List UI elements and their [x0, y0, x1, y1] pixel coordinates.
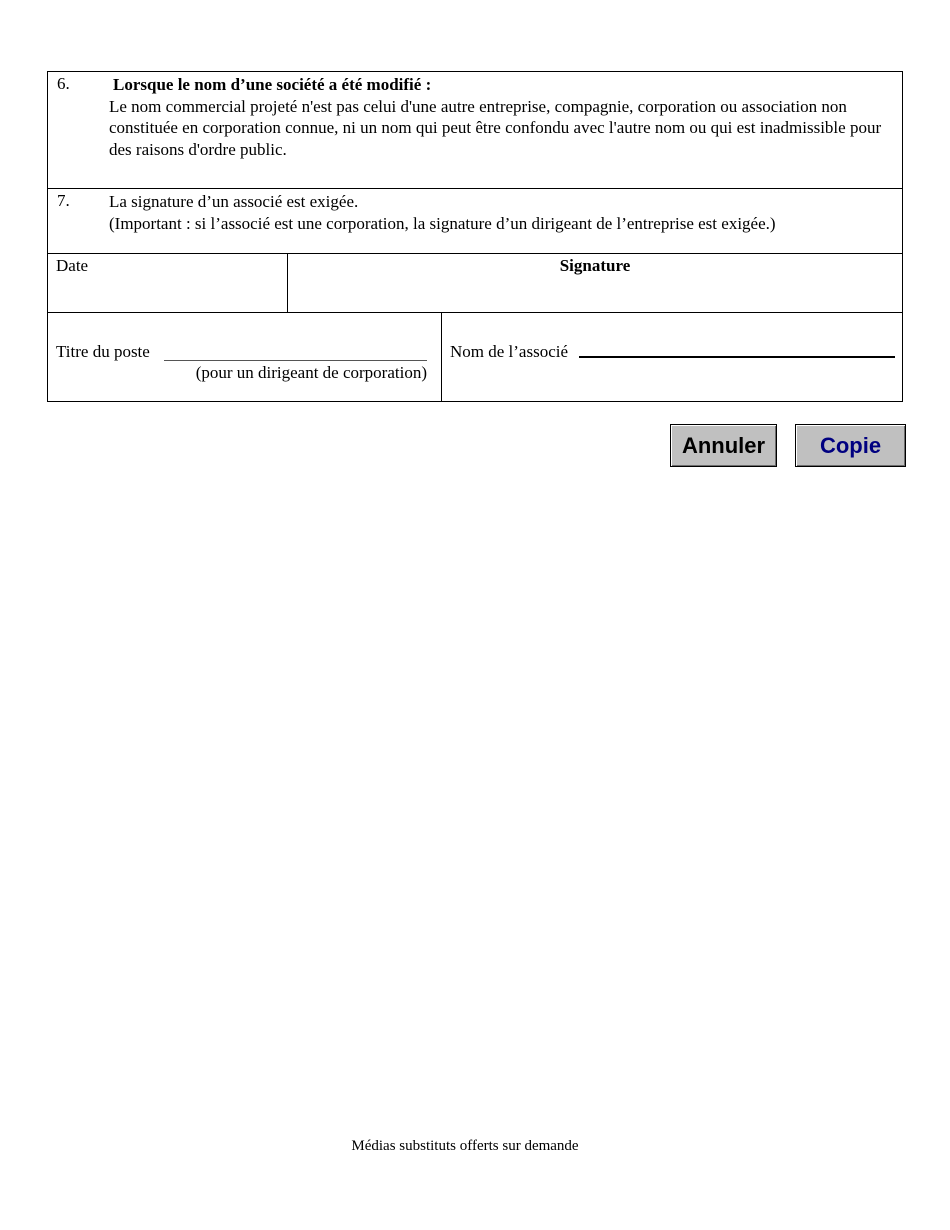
name-row	[47, 312, 903, 402]
job-title-cell	[48, 313, 442, 401]
section-7-body	[109, 191, 892, 234]
job-title-label: Titre du poste	[56, 342, 150, 361]
signature-label: Signature	[559, 256, 631, 275]
section-7-line2: (Important : si l’associé est une corporation, la signature d’un dirigeant de l’entreprise est exigée.)	[109, 213, 776, 233]
section-7	[47, 188, 903, 254]
cancel-button[interactable]: Annuler	[670, 424, 777, 467]
associate-name-field[interactable]	[579, 356, 895, 358]
section-6-number: 6.	[57, 74, 70, 93]
section-6-body	[109, 74, 892, 160]
associate-name-label: Nom de l’associé	[450, 342, 569, 361]
job-title-note: (pour un dirigeant de corporation)	[195, 363, 427, 382]
date-field[interactable]	[48, 254, 288, 313]
signature-row	[47, 253, 903, 313]
job-title-field[interactable]	[164, 360, 427, 361]
section-6-heading: Lorsque le nom d’une société a été modifié :	[113, 75, 432, 94]
copy-button[interactable]: Copie	[795, 424, 906, 467]
date-label: Date	[56, 256, 89, 275]
section-6	[47, 71, 903, 189]
footer-note: Médias substituts offerts sur demande	[351, 1138, 579, 1154]
section-7-number: 7.	[57, 191, 70, 210]
section-6-text: Le nom commercial projeté n'est pas celui d'une autre entreprise, compagnie, corporation ou association non constituée en corporation connue, ni un nom qui peut être confondu avec l'autre nom ou qui est inadmissible pour des raisons d'ordre public.	[109, 96, 882, 159]
section-7-line1: La signature d’un associé est exigée.	[109, 192, 359, 211]
